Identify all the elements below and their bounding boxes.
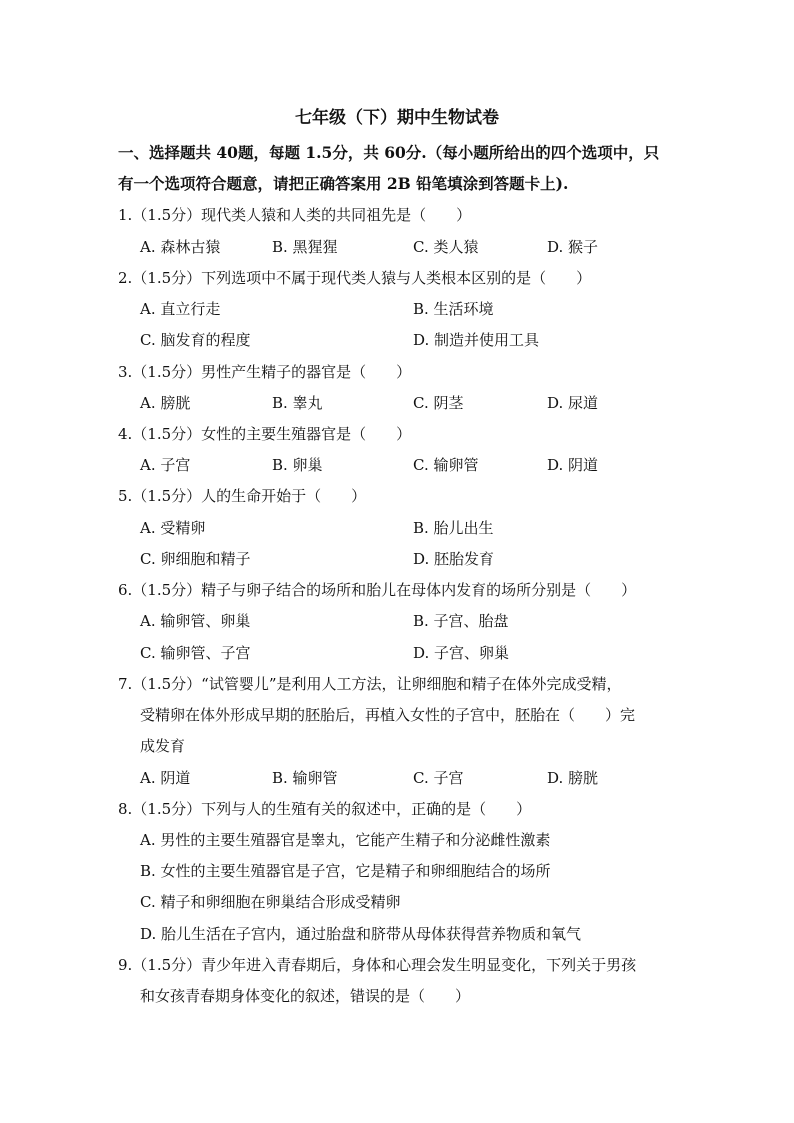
question-9-stem-line-1: 9.（1.5分）青少年进入青春期后，身体和心理会发生明显变化，下列关于男孩	[118, 956, 637, 974]
question-4-option-a: A. 子宫	[140, 456, 191, 474]
question-6-option-d: D. 子宫、卵巢	[413, 644, 510, 662]
question-7-option-d: D. 膀胱	[547, 769, 599, 787]
question-2-option-b: B. 生活环境	[413, 300, 494, 318]
question-5-option-d: D. 胚胎发育	[413, 550, 495, 568]
question-2-option-c: C. 脑发育的程度	[140, 331, 251, 349]
question-3-option-a: A. 膀胱	[140, 394, 191, 412]
question-8-option-b: B. 女性的主要生殖器官是子宫，它是精子和卵细胞结合的场所	[140, 862, 551, 880]
question-5-stem: 5.（1.5分）人的生命开始于（ ）	[118, 487, 367, 505]
question-5-option-c: C. 卵细胞和精子	[140, 550, 251, 568]
section-heading-line-2: 有一个选项符合题意，请把正确答案用 2B 铅笔填涂到答题卡上).	[118, 174, 569, 193]
question-3-option-b: B. 睾丸	[272, 394, 323, 412]
question-1-option-a: A. 森林古猿	[140, 238, 221, 256]
question-2-stem: 2.（1.5分）下列选项中不属于现代类人猿与人类根本区别的是（ ）	[118, 269, 592, 287]
page-title: 七年级（下）期中生物试卷	[295, 108, 499, 128]
question-4-stem: 4.（1.5分）女性的主要生殖器官是（ ）	[118, 425, 412, 443]
question-5-option-b: B. 胎儿出生	[413, 519, 494, 537]
question-2-option-d: D. 制造并使用工具	[413, 331, 540, 349]
question-2-option-a: A. 直立行走	[140, 300, 221, 318]
question-3-option-c: C. 阴茎	[413, 394, 464, 412]
question-1-stem: 1.（1.5分）现代类人猿和人类的共同祖先是（ ）	[118, 206, 472, 224]
question-4-option-c: C. 输卵管	[413, 456, 479, 474]
question-4-option-b: B. 卵巢	[272, 456, 323, 474]
question-9-stem-line-2: 和女孩青春期身体变化的叙述，错误的是（ ）	[140, 987, 471, 1005]
question-6-stem: 6.（1.5分）精子与卵子结合的场所和胎儿在母体内发育的场所分别是（ ）	[118, 581, 637, 599]
question-6-option-a: A. 输卵管、卵巢	[140, 612, 251, 630]
section-heading-line-1: 一、选择题共 40题，每题 1.5分，共 60分.（每小题所给出的四个选项中，只	[118, 143, 660, 162]
question-1-option-b: B. 黑猩猩	[272, 238, 338, 256]
question-1-option-c: C. 类人猿	[413, 238, 479, 256]
question-7-option-b: B. 输卵管	[272, 769, 338, 787]
question-4-option-d: D. 阴道	[547, 456, 599, 474]
question-8-option-c: C. 精子和卵细胞在卵巢结合形成受精卵	[140, 893, 401, 911]
question-8-stem: 8.（1.5分）下列与人的生殖有关的叙述中，正确的是（ ）	[118, 800, 532, 818]
question-3-stem: 3.（1.5分）男性产生精子的器官是（ ）	[118, 363, 412, 381]
question-7-stem-line-2: 受精卵在体外形成早期的胚胎后，再植入女性的子宫中，胚胎在（ ）完	[140, 706, 636, 724]
question-6-option-b: B. 子宫、胎盘	[413, 612, 509, 630]
question-3-option-d: D. 尿道	[547, 394, 599, 412]
question-1-option-d: D. 猴子	[547, 238, 599, 256]
question-7-option-c: C. 子宫	[413, 769, 464, 787]
question-8-option-a: A. 男性的主要生殖器官是睾丸，它能产生精子和分泌雌性激素	[140, 831, 551, 849]
question-7-option-a: A. 阴道	[140, 769, 191, 787]
question-5-option-a: A. 受精卵	[140, 519, 206, 537]
question-8-option-d: D. 胎儿生活在子宫内，通过胎盘和脐带从母体获得营养物质和氧气	[140, 925, 582, 943]
question-6-option-c: C. 输卵管、子宫	[140, 644, 251, 662]
question-7-stem-line-1: 7.（1.5分）“试管婴儿”是利用人工方法，让卵细胞和精子在体外完成受精，	[118, 675, 622, 693]
question-7-stem-line-3: 成发育	[140, 737, 186, 755]
